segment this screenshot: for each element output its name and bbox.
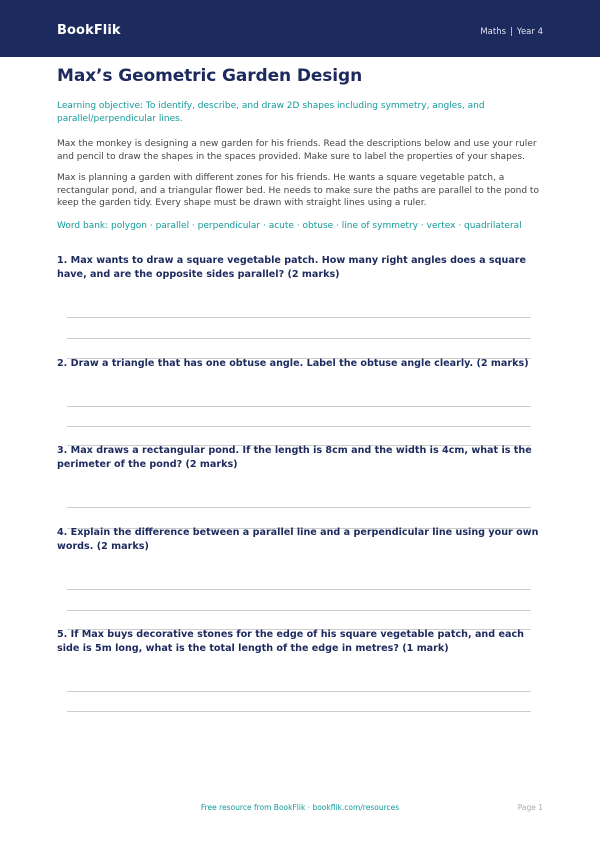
question-2-text: 2. Draw a triangle that has one obtuse angle. Label the obtuse angle clearly. (2 marks): [57, 358, 529, 369]
question-1: [57, 254, 543, 282]
answer-line[interactable]: [67, 406, 531, 407]
word-bank: Word bank: polygon · parallel · perpendicular · acute · obtuse · line of symmetry · vertex · quadrilateral: [57, 220, 522, 231]
brand-logo-text: BookFlik: [57, 23, 121, 38]
learning-objective: Learning objective: To identify, describe, and draw 2D shapes including symmetry, angles, and parallel/perpendicular lines.: [57, 101, 485, 124]
answer-line[interactable]: [67, 338, 531, 339]
question-2: [57, 357, 543, 371]
year-label: Year 4: [516, 27, 543, 37]
question-5: [57, 628, 543, 656]
page-header: [0, 0, 600, 57]
answer-line[interactable]: [67, 610, 531, 611]
intro-paragraph-2: Max is planning a garden with different zones for his friends. He wants a square vegetable patch, a rectangular pond, and a triangular flower bed. He needs to make sure the paths are parallel to the pond to keep the garden tidy. Every shape must be drawn with straight lines using a ruler.: [57, 173, 539, 208]
intro-paragraph-1: Max the monkey is designing a new garden for his friends. Read the descriptions below and use your ruler and pencil to draw the shapes in the spaces provided. Make sure to label the properties of your shapes.: [57, 139, 537, 162]
question-3: [57, 444, 543, 472]
question-3-text: 3. Max draws a rectangular pond. If the length is 8cm and the width is 4cm, what is the perimeter of the pond? (2 marks): [57, 445, 532, 470]
subject-label: Maths: [480, 27, 507, 37]
answer-line[interactable]: [67, 317, 531, 318]
answer-line[interactable]: [67, 691, 531, 692]
page-number: Page 1: [517, 803, 543, 812]
question-4: [57, 526, 543, 554]
answer-line[interactable]: [67, 589, 531, 590]
answer-line[interactable]: [67, 711, 531, 712]
question-1-text: 1. Max wants to draw a square vegetable patch. How many right angles does a square have, and are the opposite sides parallel? (2 marks): [57, 255, 527, 280]
answer-line[interactable]: [67, 426, 531, 427]
page-title: Max’s Geometric Garden Design: [57, 66, 363, 86]
subject-year-label: [480, 27, 543, 38]
footer-credit: Free resource from BookFlik · bookflik.com/resources: [200, 803, 400, 812]
meta-separator: |: [510, 27, 513, 37]
question-5-text: 5. If Max buys decorative stones for the edge of his square vegetable patch, and each side is 5m long, what is the total length of the edge in metres? (1 mark): [57, 629, 524, 654]
question-4-text: 4. Explain the difference between a parallel line and a perpendicular line using your own words. (2 marks): [57, 527, 539, 552]
intro-section: [57, 65, 543, 232]
answer-line[interactable]: [67, 507, 531, 508]
